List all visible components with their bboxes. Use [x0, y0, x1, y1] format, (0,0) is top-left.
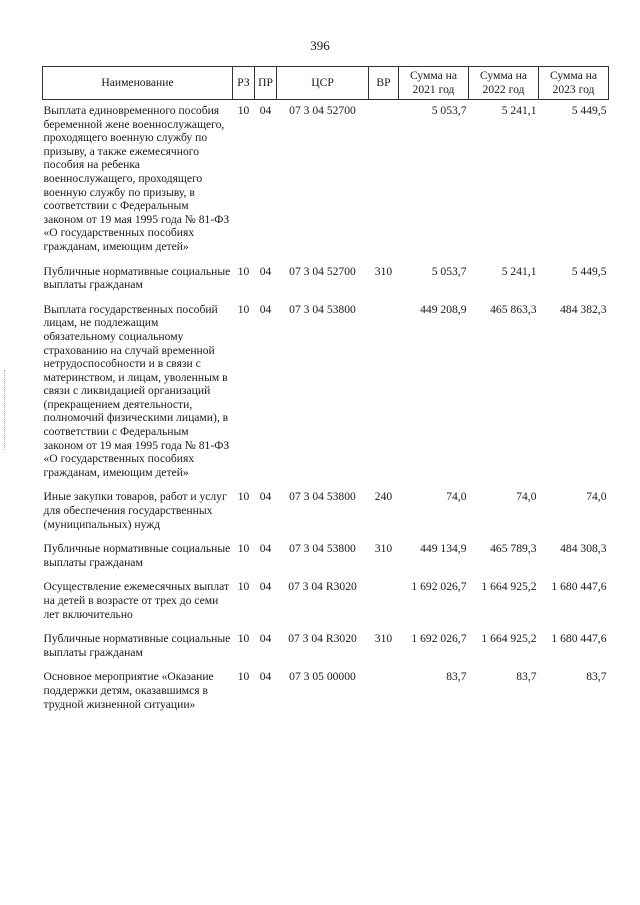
row-sum-2021: 1 692 026,7 — [411, 632, 467, 646]
row-name: Выплата государственных пособий лицам, не подлежащим обязательному социальному страхованию на случай временной нетрудоспособности и в связи с материнством, и лицам, уволенным в связи с ликвидацией организаций (прекращением деятельности, полномочий физическими лицами), в соответствии с Федеральным законом от 19 мая 1995 года № 81-ФЗ «О государственных пособиях гражданам, имеющим детей» — [43, 302, 230, 479]
header-rz: РЗ — [233, 67, 255, 100]
row-name: Иные закупки товаров, работ и услуг для обеспечения государственных (муниципальных) нужд — [43, 490, 227, 531]
row-sum-2023: 484 382,3 — [560, 302, 607, 316]
table-row — [43, 666, 609, 718]
header-vr: ВР — [369, 67, 399, 100]
row-rz: 10 — [237, 542, 250, 556]
header-sum-2023-line1: Сумма на — [549, 69, 598, 83]
row-csr: 07 3 04 R3020 — [288, 580, 357, 594]
row-pr: 04 — [259, 104, 272, 117]
row-rz: 10 — [237, 670, 250, 684]
table-row — [43, 576, 609, 628]
row-vr: 240 — [374, 490, 393, 504]
row-sum-2023: 83,7 — [586, 670, 607, 684]
header-sum-2022 — [469, 67, 539, 100]
row-sum-2021: 449 208,9 — [420, 302, 467, 316]
row-rz: 10 — [237, 104, 250, 117]
row-pr: 04 — [259, 670, 272, 684]
row-name: Публичные нормативные социальные выплаты гражданам — [43, 632, 231, 659]
row-csr: 07 3 04 53800 — [289, 490, 356, 504]
budget-table — [42, 66, 609, 718]
row-pr: 04 — [259, 264, 272, 278]
row-sum-2022: 83,7 — [516, 670, 537, 684]
row-sum-2023: 5 449,5 — [571, 264, 607, 278]
row-csr: 07 3 05 00000 — [289, 670, 356, 684]
row-sum-2022: 74,0 — [516, 490, 537, 504]
header-csr: ЦСР — [277, 67, 369, 100]
header-pr: ПР — [255, 67, 277, 100]
row-rz: 10 — [237, 490, 250, 504]
row-pr: 04 — [259, 632, 272, 646]
row-name: Выплата единовременного пособия беременной жене военнослужащего, проходящего военную службу по призыву, а также ежемесячного пособия на ребенка военнослужащего, проходящего военную службу по призыву, в соответствии с Федеральным законом от 19 мая 1995 года № 81-ФЗ «О государственных пособиях гражданам, имеющим детей» — [43, 104, 230, 253]
header-sum-2022-line2: 2022 год — [482, 83, 525, 96]
header-sum-2023 — [539, 67, 609, 100]
row-pr: 04 — [259, 580, 272, 594]
row-sum-2022: 465 789,3 — [490, 542, 537, 556]
table-header — [43, 67, 609, 100]
row-sum-2021: 1 692 026,7 — [411, 580, 467, 594]
header-sum-2021 — [399, 67, 469, 100]
row-vr: 310 — [374, 542, 393, 556]
row-vr — [369, 299, 399, 487]
row-csr: 07 3 04 53800 — [289, 542, 356, 556]
row-sum-2023: 5 449,5 — [571, 104, 607, 117]
row-sum-2021: 449 134,9 — [420, 542, 467, 556]
row-sum-2022: 1 664 925,2 — [481, 580, 537, 594]
page-number: 396 — [310, 38, 330, 53]
row-sum-2022: 465 863,3 — [490, 302, 537, 316]
row-pr: 04 — [259, 542, 272, 556]
table-row — [43, 299, 609, 487]
row-name: Осуществление ежемесячных выплат на детей в возрасте от трех до семи лет включительно — [43, 580, 230, 621]
row-sum-2023: 484 308,3 — [560, 542, 607, 556]
header-sum-2023-line2: 2023 год — [552, 83, 595, 96]
row-csr: 07 3 04 52700 — [289, 264, 356, 278]
table-row — [43, 100, 609, 261]
row-sum-2023: 1 680 447,6 — [551, 580, 607, 594]
row-vr — [369, 100, 399, 261]
header-name: Наименование — [43, 67, 233, 100]
table-row — [43, 486, 609, 538]
table-row — [43, 628, 609, 666]
header-sum-2021-line2: 2021 год — [412, 83, 455, 96]
row-csr: 07 3 04 R3020 — [288, 632, 357, 646]
row-sum-2022: 5 241,1 — [501, 264, 537, 278]
row-sum-2021: 5 053,7 — [431, 104, 467, 117]
row-rz: 10 — [237, 302, 250, 316]
row-vr: 310 — [374, 632, 393, 646]
row-pr: 04 — [259, 490, 272, 504]
row-sum-2022: 1 664 925,2 — [481, 632, 537, 646]
row-sum-2021: 83,7 — [446, 670, 467, 684]
header-sum-2021-line1: Сумма на — [409, 69, 458, 83]
row-vr — [369, 576, 399, 628]
row-sum-2021: 5 053,7 — [431, 264, 467, 278]
row-sum-2023: 74,0 — [586, 490, 607, 504]
header-sum-2022-line1: Сумма на — [479, 69, 528, 83]
row-name: Публичные нормативные социальные выплаты гражданам — [43, 542, 231, 569]
row-rz: 10 — [237, 264, 250, 278]
row-vr: 310 — [374, 264, 393, 278]
row-name: Основное мероприятие «Оказание поддержки детям, оказавшимся в трудной жизненной ситуации» — [43, 670, 214, 711]
row-sum-2023: 1 680 447,6 — [551, 632, 607, 646]
row-sum-2021: 74,0 — [446, 490, 467, 504]
table-row — [43, 261, 609, 299]
row-csr: 07 3 04 53800 — [289, 302, 356, 316]
row-sum-2022: 5 241,1 — [501, 104, 537, 117]
row-rz: 10 — [237, 632, 250, 646]
row-rz: 10 — [237, 580, 250, 594]
row-name: Публичные нормативные социальные выплаты гражданам — [43, 264, 231, 292]
row-csr: 07 3 04 52700 — [289, 104, 356, 117]
table-row — [43, 538, 609, 576]
row-pr: 04 — [259, 302, 272, 316]
scan-margin-marks — [4, 370, 6, 450]
row-vr — [369, 666, 399, 718]
